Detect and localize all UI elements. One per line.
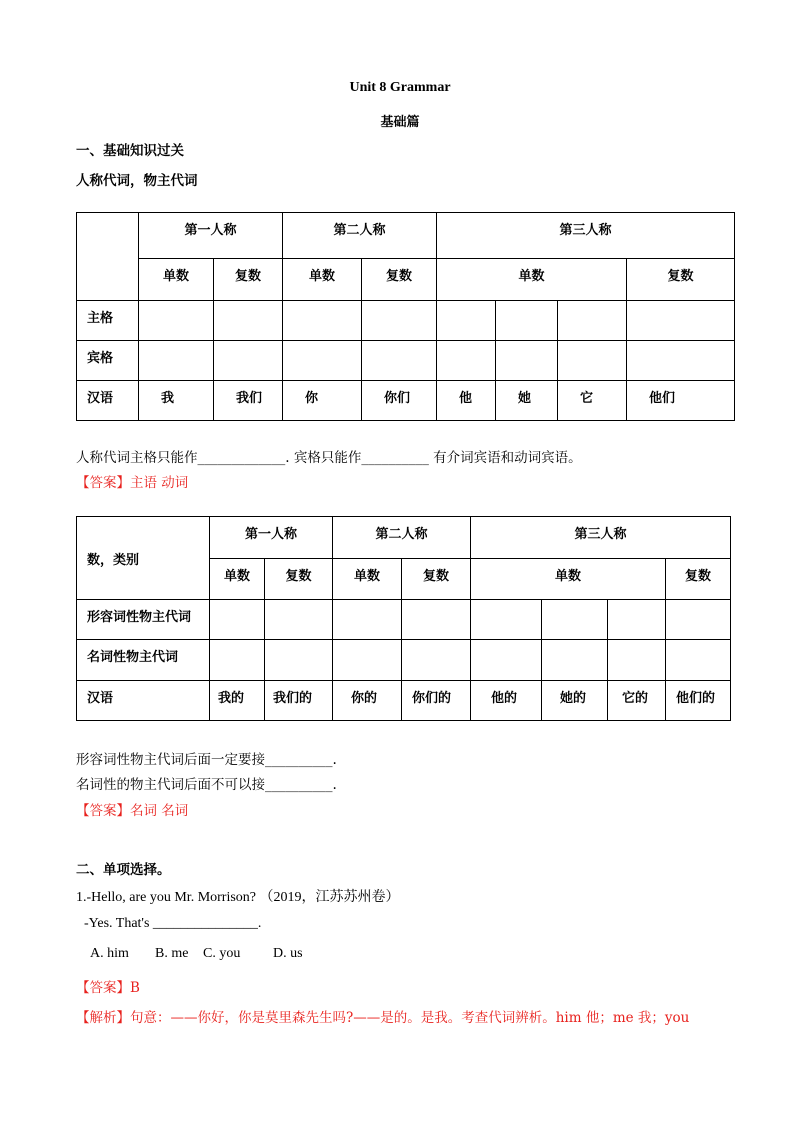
table1-corner [77,213,139,301]
table2-blank-cell [265,640,333,681]
table2-cn-cell: 他们的 [666,681,731,721]
table2-blank-cell [333,640,402,681]
table1-blank-cell [627,341,735,381]
table1-row-label: 宾格 [77,341,139,381]
table2-first-person: 第一人称 [210,517,333,559]
question-1-line2: -Yes. That's _______________. [84,916,262,931]
question-1: 1.-Hello, are you Mr. Morrison? （2019，江苏苏州卷） [76,890,400,905]
table2-blank-cell [608,600,666,640]
section1-heading: 一、基础知识过关 [76,143,184,159]
table1-cn-cell: 你 [283,381,362,421]
answer-1: 【答案】主语 动词 [76,475,189,491]
table1-cn-cell: 它 [558,381,627,421]
table1-blank-cell [496,341,558,381]
table1-cn-cell: 他 [437,381,496,421]
table2-blank-cell [265,600,333,640]
table2-blank-cell [608,640,666,681]
table2-cn-cell: 你们的 [402,681,471,721]
table2-blank-cell [471,600,542,640]
table2-cn-cell: 你的 [333,681,402,721]
table2-cn-cell: 他的 [471,681,542,721]
table1-blank-cell [437,341,496,381]
table2-blank-cell [666,640,731,681]
table1-blank-cell [437,301,496,341]
table2-row-label: 汉语 [77,681,210,721]
table1-blank-cell [558,301,627,341]
table1-blank-cell [283,341,362,381]
table1-blank-cell [362,301,437,341]
table2-sub-cell: 单数 [210,559,265,600]
table1-blank-cell [362,341,437,381]
section2-heading: 二、单项选择。 [76,862,171,878]
table1-cn-cell: 我 [139,381,214,421]
option-d: D. us [273,946,303,961]
table2-blank-cell [210,600,265,640]
possessive-pronoun-table [76,516,731,721]
table2-corner: 数，类别 [77,517,210,600]
table2-cn-cell: 我们的 [265,681,333,721]
table2-row-label: 名词性物主代词 [77,640,210,681]
table2-blank-cell [542,640,608,681]
table2-cn-cell: 我的 [210,681,265,721]
table1-blank-cell [558,341,627,381]
table2-blank-cell [402,640,471,681]
table2-third-person: 第三人称 [471,517,731,559]
page-subtitle: 基础篇 [380,115,420,130]
table1-cn-cell: 她 [496,381,558,421]
table2-cn-cell: 她的 [542,681,608,721]
table2-sub-cell: 复数 [666,559,731,600]
table1-cn-cell: 我们 [214,381,283,421]
table2-sub-cell: 复数 [265,559,333,600]
table2-sub-cell: 复数 [402,559,471,600]
table1-blank-cell [139,341,214,381]
table1-sub-cell: 单数 [437,259,627,301]
personal-pronoun-table [76,212,735,421]
fill-sentence-1: 人称代词主格只能作_____________. 宾格只能作__________ 有介词宾语和动词宾语。 [76,450,582,466]
table1-second-person: 第二人称 [283,213,437,259]
table2-cn-cell: 它的 [608,681,666,721]
table2-blank-cell [471,640,542,681]
table1-blank-cell [214,341,283,381]
fill-sentence-3: 名词性的物主代词后面不可以接__________. [76,777,337,793]
table1-third-person: 第三人称 [437,213,735,259]
table2-blank-cell [210,640,265,681]
option-c: C. you [203,946,241,961]
table2-sub-cell: 单数 [471,559,666,600]
table1-sub-cell: 单数 [139,259,214,301]
answer-2: 【答案】名词 名词 [76,803,189,819]
table1-sub-cell: 单数 [283,259,362,301]
page-title: Unit 8 Grammar [349,80,451,95]
table2-blank-cell [333,600,402,640]
table1-sub-cell: 复数 [362,259,437,301]
option-a: A. him [90,946,129,961]
table1-row-label: 主格 [77,301,139,341]
option-b: B. me [155,946,189,961]
table2-sub-cell: 单数 [333,559,402,600]
table2-second-person: 第二人称 [333,517,471,559]
fill-sentence-2: 形容词性物主代词后面一定要接__________. [76,752,337,768]
table1-sub-cell: 复数 [214,259,283,301]
table1-row-label: 汉语 [77,381,139,421]
table1-first-person: 第一人称 [139,213,283,259]
table2-blank-cell [542,600,608,640]
answer-3: 【答案】B [76,980,140,996]
table1-cn-cell: 他们 [627,381,735,421]
table2-row-label: 形容词性物主代词 [77,600,210,640]
table1-blank-cell [627,301,735,341]
table1-blank-cell [283,301,362,341]
table1-blank-cell [496,301,558,341]
table1-cn-cell: 你们 [362,381,437,421]
topic-heading: 人称代词，物主代词 [76,173,198,189]
table1-blank-cell [139,301,214,341]
table1-blank-cell [214,301,283,341]
table2-blank-cell [402,600,471,640]
table2-blank-cell [666,600,731,640]
analysis-text: 【解析】句意：——你好，你是莫里森先生吗?——是的。是我。考查代词辨析。him 他；me 我；you [76,1010,690,1026]
table1-sub-cell: 复数 [627,259,735,301]
